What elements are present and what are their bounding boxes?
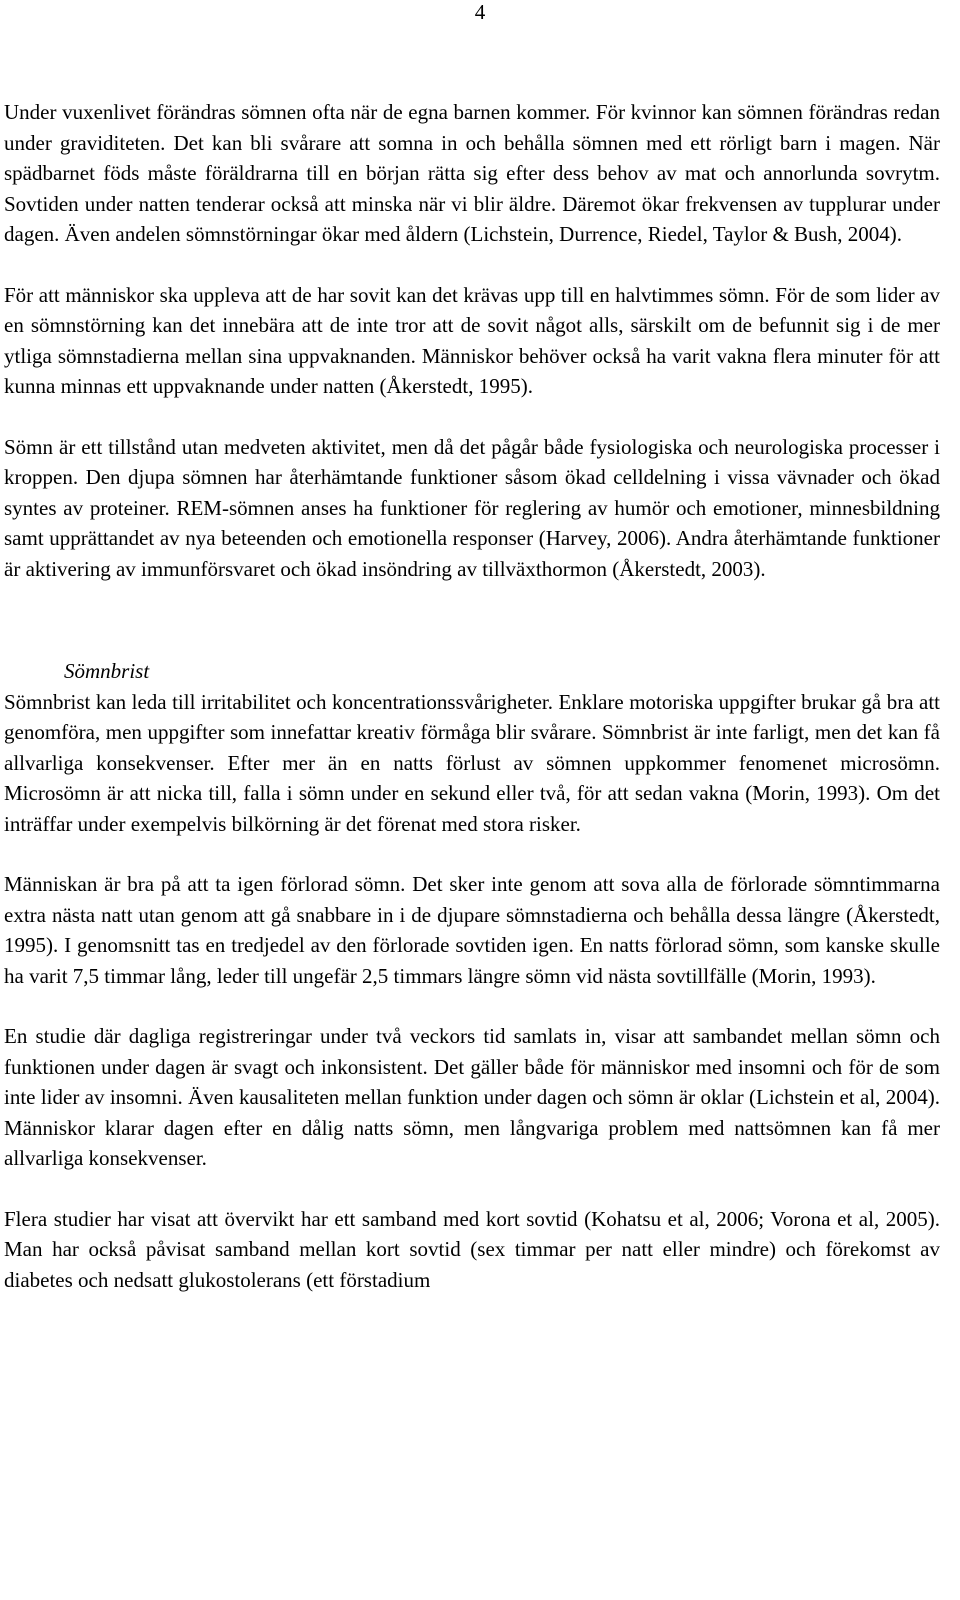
paragraph: Människan är bra på att ta igen förlorad sömn. Det sker inte genom att sova alla de förlorade sömntimmarna extra nästa natt utan genom att gå snabbare in i de djupare sömnstadierna och behålla dessa längre (Åkerstedt, 1995). I genomsnitt tas en tredjedel av den förlorade sovtiden igen. En natts förlorad sömn, som kanske skulle ha varit 7,5 timmar lång, leder till ungefär 2,5 timmars längre sömn vid nästa sovtillfälle (Morin, 1993). (4, 872, 940, 988)
paragraph: Sömn är ett tillstånd utan medveten aktivitet, men då det pågår både fysiologiska och neurologiska processer i kroppen. Den djupa sömnen har återhämtande funktioner såsom ökad celldelning i vissa vävnader och ökad syntes av proteiner. REM-sömnen anses ha funktioner för reglering av humör och emotioner, minnesbildning samt upprättandet av nya beteenden och emotionella responser (Harvey, 2006). Andra återhämtande funktioner är aktivering av immunförsvaret och ökad insöndring av tillväxthormon (Åkerstedt, 2003). (4, 434, 940, 581)
paragraph: För att människor ska uppleva att de har sovit kan det krävas upp till en halvtimmes sömn. För de som lider av en sömnstörning kan det innebära att de inte tror att de sovit något alls, särskilt om de befunnit sig i de mer ytliga sömnstadierna mellan sina uppvaknanden. Människor behöver också ha varit vakna flera minuter för att kunna minnas ett uppvaknande under natten (Åkerstedt, 1995). (4, 282, 940, 398)
paragraph: Sömnbrist kan leda till irritabilitet och koncentrationssvårigheter. Enklare motoriska uppgifter brukar gå bra att genomföra, men uppgifter som innefattar kreativ förmåga blir svårare. Sömnbrist är inte farligt, men det kan få allvarliga konsekvenser. Efter mer än en natts förlust av sömnen uppkommer fenomenet microsömn. Microsömn är att nicka till, falla i sömn under en sekund eller två, för att sedan vakna (Morin, 1993). Om det inträffar under exempelvis bilkörning är det förenat med stora risker. (4, 689, 940, 836)
section-heading: Sömnbrist (64, 659, 150, 683)
paragraph: Flera studier har visat att övervikt har ett samband med kort sovtid (Kohatsu et al, 2006; Vorona et al, 2005). Man har också påvisat samband mellan kort sovtid (sex timmar per natt eller mindre) och förekomst av diabetes och nedsatt glukostolerans (ett förstadium (4, 1206, 940, 1292)
page-number: 4 (474, 0, 486, 24)
document-body (4, 97, 940, 1295)
paragraph: En studie där dagliga registreringar under två veckors tid samlats in, visar att sambandet mellan sömn och funktionen under dagen är svagt och inkonsistent. Det gäller både för människor med insomni och för de som inte lider av insomni. Även kausaliteten mellan funktion under dagen och sömn är oklar (Lichstein et al, 2004). Människor klarar dagen efter en dålig natts sömn, men långvariga problem med nattsömnen kan få mer allvarliga konsekvenser. (4, 1024, 940, 1170)
paragraph: Under vuxenlivet förändras sömnen ofta när de egna barnen kommer. För kvinnor kan sömnen förändras redan under graviditeten. Det kan bli svårare att somna in och behålla sömnen med ett rörligt barn i magen. När spädbarnet föds måste föräldrarna till en början rätta sig efter dess behov av mat och annorlunda sovrytm. Sovtiden under natten tenderar också att minska när vi blir äldre. Däremot ökar frekvensen av tupplurar under dagen. Även andelen sömnstörningar ökar med åldern (Lichstein, Durrence, Riedel, Taylor & Bush, 2004). (4, 100, 940, 246)
